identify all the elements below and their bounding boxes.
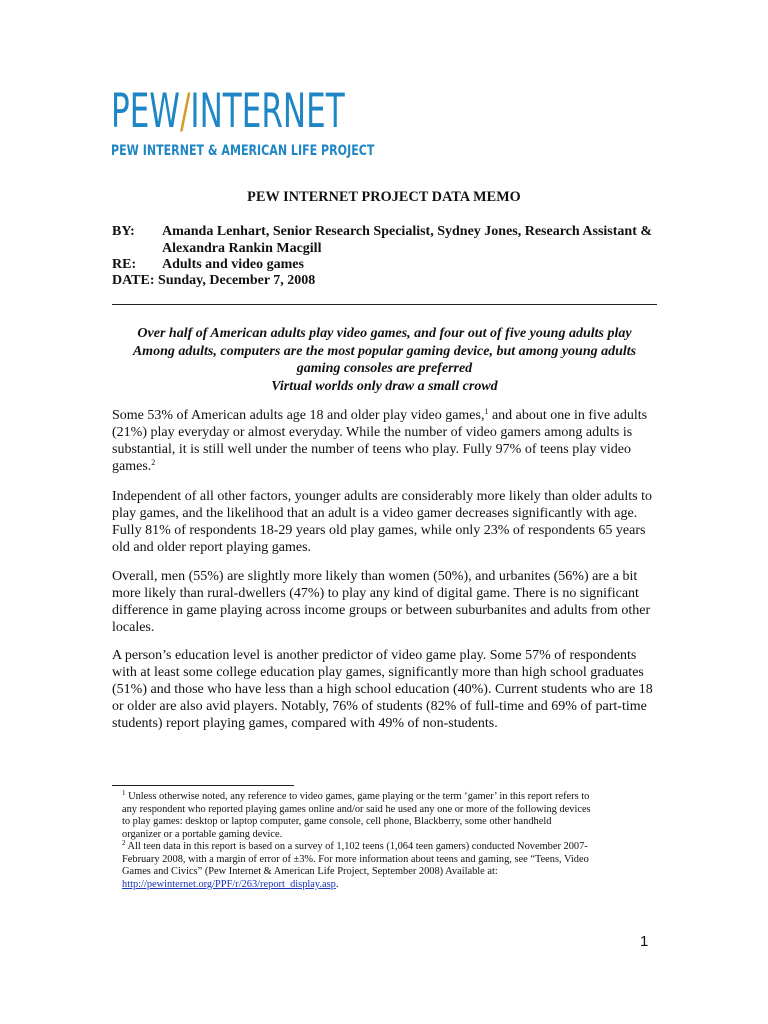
page-number: 1: [640, 933, 649, 950]
summary-findings: [112, 325, 657, 395]
re-value: Adults and video games: [162, 257, 304, 272]
summary-line: Over half of American adults play video games, and four out of five young adults play: [137, 326, 632, 341]
footnote-divider: [112, 785, 294, 786]
footnote-2: $^2$ All teen data in this report is based on a survey of 1,102 teens (1,064 teen gamers) conducted November 2007- February 2008, with a margin of error of ±3%. For more information about teens and gaming, see “Teens, Video Games and Civics” (Pew Internet & American Life Project, September 2008) Available at: http://pewinternet.org/PPF/r/263/report_display.asp.: [122, 839, 589, 890]
by-line: [112, 224, 672, 241]
logo-slash: /: [179, 84, 191, 139]
paragraph-gender-location: Overall, men (55%) are slightly more likely than women (50%), and urbanites (56%) are a bit more likely than rural-dwellers (47%) to play any kind of digital game. There is no significant difference in game playing across income groups or between suburbanites and adults from other locales.: [112, 569, 651, 635]
report-link[interactable]: http://pewinternet.org/PPF/r/263/report_display.asp: [122, 878, 336, 890]
pew-internet-logo: [111, 84, 375, 161]
footnote-1: $^1$ Unless otherwise noted, any reference to video games, game playing or the term ‘gamer’ in this report refers to any respondent who reported playing games online and/or said he used any one or more of the following devices to play games: desktop or laptop computer, game console, cell phone, Blackberry, some other handheld organizer or a portable gaming device.: [122, 789, 591, 840]
logo-wordmark: PEW/INTERNET: [111, 84, 345, 139]
by-label: BY:: [112, 224, 135, 239]
memo-title: PEW INTERNET PROJECT DATA MEMO: [247, 189, 521, 205]
summary-line: Virtual worlds only draw a small crowd: [271, 378, 498, 394]
date-label: DATE:: [112, 273, 155, 288]
header-divider: [112, 304, 657, 305]
logo-subtitle: PEW INTERNET & AMERICAN LIFE PROJECT: [111, 143, 375, 159]
by-authors: Amanda Lenhart, Senior Research Specialist, Sydney Jones, Research Assistant &: [162, 224, 653, 239]
re-line: [112, 257, 672, 274]
paragraph-adults-play: Some 53% of American adults age 18 and older play video games,$^1$ and about one in five adults (21%) play everyday or almost everyday. While the number of video gamers among adults is substantial, it is still well under the number of teens who play. Fully 97% of teens play video games.$^2$: [112, 407, 648, 474]
summary-line: gaming consoles are preferred: [296, 361, 473, 376]
summary-line: Among adults, computers are the most popular gaming device, but among young adults: [132, 343, 637, 359]
footnote-ref-2[interactable]: 2: [151, 458, 156, 467]
date-line: [112, 273, 672, 290]
paragraph-education: A person’s education level is another predictor of video game play. Some 57% of respondents with at least some college education play games, significantly more than high school graduates (51%) and those who have less than a high school education (40%). Current students who are 18 or older are also avid players. Notably, 76% of students (82% of full-time and 69% of part-time students) report playing games, compared with 49% of non-students.: [112, 648, 653, 731]
by-line-continued: [112, 241, 672, 258]
paragraph-age: Independent of all other factors, younger adults are considerably more likely than older adults to play games, and the likelihood that an adult is a video gamer decreases significantly with age. Fully 81% of respondents 18-29 years old play games, while only 23% of respondents 65 years old and older report playing games.: [112, 489, 652, 555]
by-authors-continued: Alexandra Rankin Macgill: [162, 241, 322, 256]
re-label: RE:: [112, 257, 137, 272]
footnote-ref-1[interactable]: 1: [484, 407, 489, 416]
date-value: Sunday, December 7, 2008: [158, 273, 316, 288]
